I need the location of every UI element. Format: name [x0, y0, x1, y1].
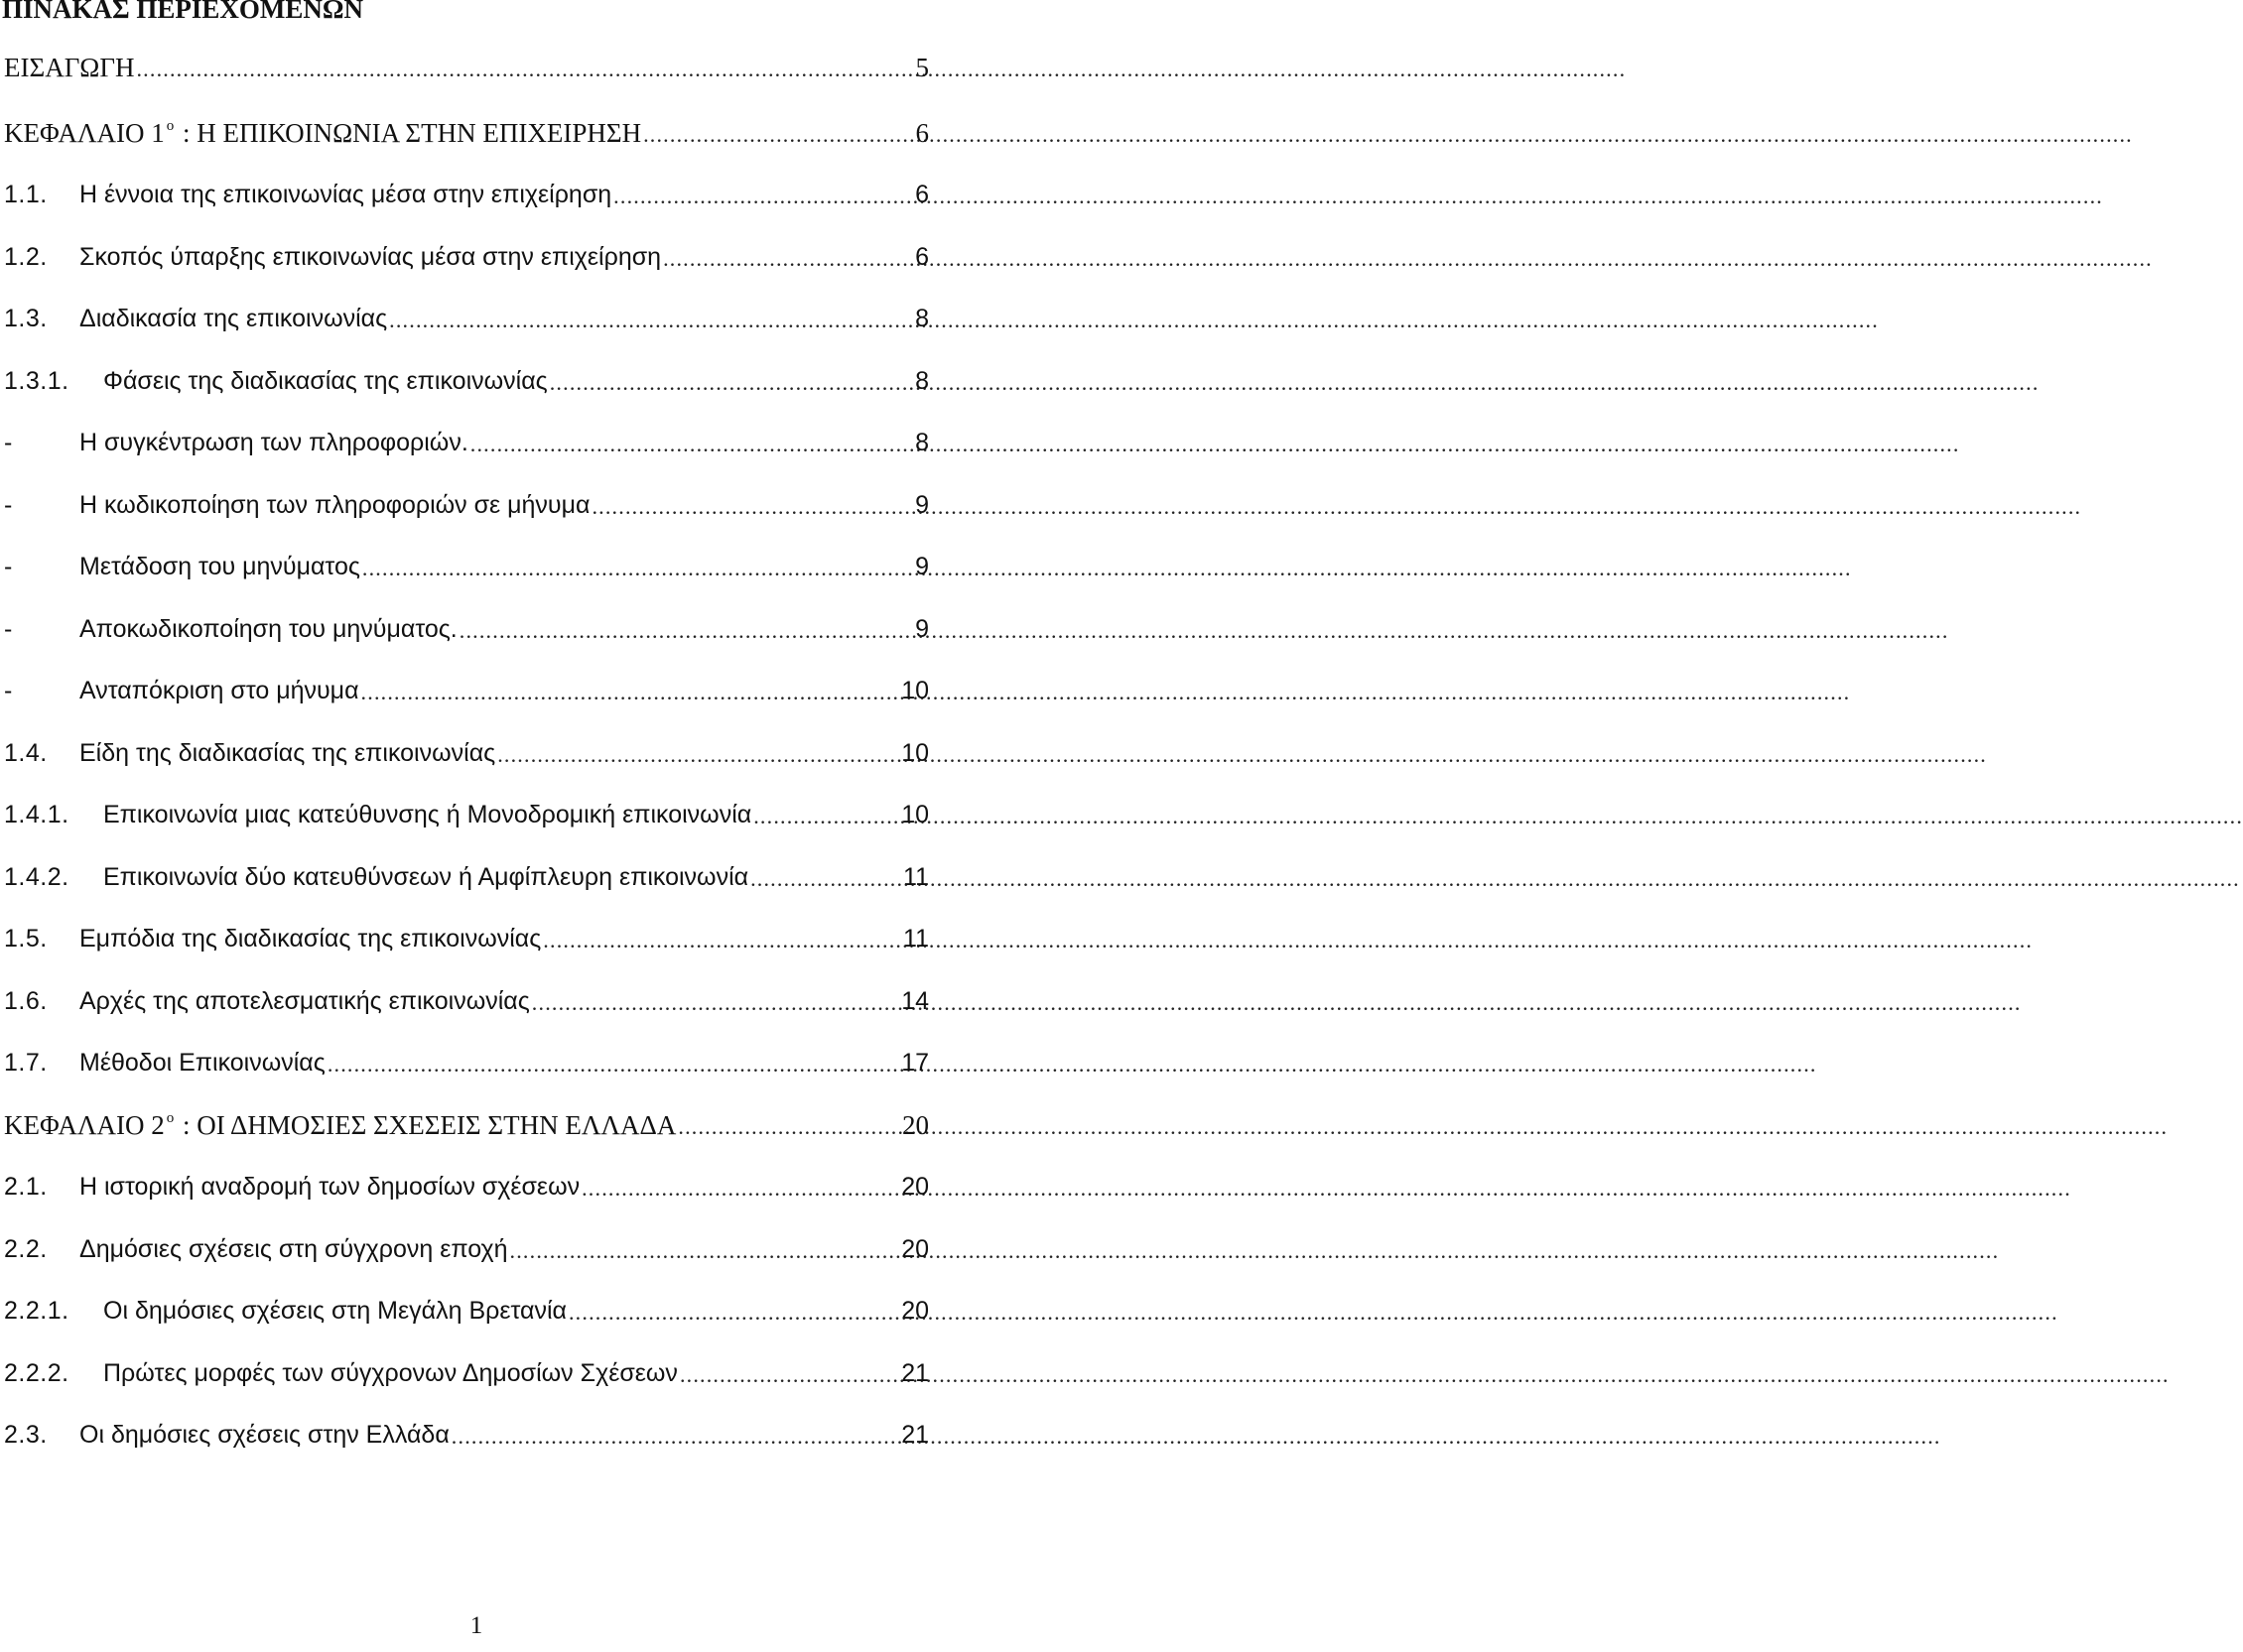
toc-entry-1-6[interactable] — [4, 981, 929, 1021]
toc-entry-page: 8 — [915, 305, 929, 332]
toc-entry-number: 1.7. — [4, 1049, 48, 1077]
dot-leader — [582, 1171, 899, 1207]
toc-entry-page: 10 — [901, 739, 929, 767]
toc-entry-page: 17 — [901, 1049, 929, 1077]
toc-entry-page: 6 — [915, 181, 929, 208]
toc-entry-number: 1.5. — [4, 925, 48, 953]
toc-entry-page: 11 — [903, 863, 929, 891]
toc-entry-1-3-1[interactable] — [4, 361, 929, 401]
dot-leader — [470, 427, 913, 462]
dot-leader — [452, 1419, 899, 1455]
toc-entry-chapter-1[interactable] — [4, 113, 929, 153]
page-title: ΠΙΝΑΚΑΣ ΠΕΡΙΕΧΟΜΕΝΩΝ — [2, 0, 364, 24]
toc-entry-page: 10 — [901, 801, 929, 828]
dot-leader — [362, 551, 913, 586]
dot-leader — [643, 117, 913, 153]
toc-entry-page: 20 — [901, 1297, 929, 1325]
toc-entry-page: 9 — [915, 491, 929, 519]
toc-entry-title: Η συγκέντρωση των πληροφοριών. — [79, 429, 468, 456]
chapter-label: ΚΕΦΑΛΑΙΟ 2 — [4, 1110, 165, 1140]
toc-entry-page: 14 — [901, 987, 929, 1015]
toc-entry-2-1[interactable] — [4, 1167, 929, 1207]
toc-entry-number: 1.6. — [4, 987, 48, 1015]
toc-entry-title: Φάσεις της διαδικασίας της επικοινωνίας — [103, 367, 548, 395]
toc-entry-introduction[interactable] — [4, 48, 929, 87]
toc-entry-title — [4, 113, 641, 153]
dot-leader — [680, 1357, 899, 1393]
toc-entry-bullet: - — [4, 491, 13, 519]
dot-leader — [550, 365, 913, 401]
toc-entry-title: Αποκωδικοποίηση του μηνύματος. — [79, 615, 458, 643]
toc-entry-number: 1.2. — [4, 243, 48, 271]
chapter-heading: : Η ΕΠΙΚΟΙΝΩΝΙΑ ΣΤΗΝ ΕΠΙΧΕΙΡΗΣΗ — [176, 118, 642, 148]
toc-entry-number: 1.4.2. — [4, 863, 69, 891]
toc-entry-1-1[interactable] — [4, 175, 929, 214]
toc-entry-message-transmission[interactable] — [4, 547, 929, 586]
toc-entry-page: 11 — [903, 925, 929, 953]
toc-entry-page: 20 — [901, 1235, 929, 1263]
toc-entry-1-4-1[interactable] — [4, 795, 929, 834]
toc-entry-title: Σκοπός ύπαρξης επικοινωνίας μέσα στην επιχείρηση — [79, 243, 662, 271]
toc-entry-2-2-1[interactable] — [4, 1291, 929, 1331]
toc-entry-1-4-2[interactable] — [4, 857, 929, 897]
toc-entry-bullet: - — [4, 677, 13, 704]
toc-entry-page: 8 — [915, 367, 929, 395]
toc-entry-title: Οι δημόσιες σχέσεις στην Ελλάδα — [79, 1421, 450, 1449]
dot-leader — [613, 179, 913, 214]
toc-entry-page: 20 — [902, 1110, 929, 1140]
table-of-contents — [0, 0, 953, 1588]
toc-entry-title: Πρώτες μορφές των σύγχρονων Δημοσίων Σχέσεων — [103, 1359, 678, 1387]
toc-entry-title — [4, 1105, 676, 1145]
toc-entry-bullet: - — [4, 615, 13, 643]
toc-entry-info-gathering[interactable] — [4, 423, 929, 462]
toc-entry-chapter-2[interactable] — [4, 1105, 929, 1145]
toc-entry-page: 6 — [915, 243, 929, 271]
dot-leader — [510, 1233, 900, 1269]
toc-entry-title: ΕΙΣΑΓΩΓΗ — [4, 53, 135, 82]
page-number: 1 — [469, 1612, 483, 1639]
toc-entry-2-3[interactable] — [4, 1415, 929, 1455]
toc-entry-page: 21 — [901, 1359, 929, 1387]
toc-entry-title: Επικοινωνία μιας κατεύθυνσης ή Μονοδρομική επικοινωνία — [103, 801, 752, 828]
toc-entry-bullet: - — [4, 553, 13, 580]
ordinal-superscript: ο — [166, 118, 175, 134]
toc-entry-title: Διαδικασία της επικοινωνίας — [79, 305, 388, 332]
toc-entry-1-2[interactable] — [4, 237, 929, 277]
chapter-heading: : ΟΙ ΔΗΜΟΣΙΕΣ ΣΧΕΣΕΙΣ ΣΤΗΝ ΕΛΛΑΔΑ — [176, 1110, 677, 1140]
toc-entry-number: 2.2.1. — [4, 1297, 69, 1325]
dot-leader — [361, 675, 900, 710]
toc-entry-page: 6 — [915, 118, 929, 148]
toc-entry-1-7[interactable] — [4, 1043, 929, 1082]
toc-entry-2-2[interactable] — [4, 1229, 929, 1269]
toc-entry-title: Μέθοδοι Επικοινωνίας — [79, 1049, 326, 1077]
toc-entry-page: 9 — [915, 553, 929, 580]
toc-entry-title: Η κωδικοποίηση των πληροφοριών σε μήνυμα — [79, 491, 591, 519]
dot-leader — [569, 1295, 899, 1331]
toc-entry-number: 1.3.1. — [4, 367, 69, 395]
toc-entry-bullet: - — [4, 429, 13, 456]
toc-entry-info-encoding[interactable] — [4, 485, 929, 525]
toc-entry-title: Εμπόδια της διαδικασίας της επικοινωνίας — [79, 925, 542, 953]
dot-leader — [532, 985, 899, 1021]
toc-entry-message-decoding[interactable] — [4, 609, 929, 649]
toc-entry-1-4[interactable] — [4, 733, 929, 773]
toc-entry-title: Η ιστορική αναδρομή των δημοσίων σχέσεων — [79, 1173, 581, 1201]
toc-entry-title: Είδη της διαδικασίας της επικοινωνίας — [79, 739, 496, 767]
dot-leader — [136, 52, 913, 87]
dot-leader — [678, 1109, 900, 1145]
dot-leader — [592, 489, 913, 525]
toc-entry-title: Μετάδοση του μηνύματος — [79, 553, 360, 580]
toc-entry-2-2-2[interactable] — [4, 1353, 929, 1393]
toc-entry-number: 2.1. — [4, 1173, 48, 1201]
toc-entry-number: 2.2.2. — [4, 1359, 69, 1387]
toc-entry-1-3[interactable] — [4, 299, 929, 338]
toc-entry-number: 2.2. — [4, 1235, 48, 1263]
toc-entry-number: 1.3. — [4, 305, 48, 332]
chapter-label: ΚΕΦΑΛΑΙΟ 1 — [4, 118, 165, 148]
toc-entry-page: 9 — [915, 615, 929, 643]
toc-entry-number: 1.1. — [4, 181, 48, 208]
toc-entry-page: 5 — [915, 53, 929, 82]
toc-entry-title: Η έννοια της επικοινωνίας μέσα στην επιχείρηση — [79, 181, 612, 208]
toc-entry-1-5[interactable] — [4, 919, 929, 958]
dot-leader — [753, 799, 899, 834]
dot-leader — [460, 613, 913, 649]
dot-leader — [543, 923, 901, 958]
ordinal-superscript: ο — [166, 1110, 175, 1126]
toc-entry-page: 10 — [901, 677, 929, 704]
dot-leader — [663, 241, 913, 277]
toc-entry-title: Επικοινωνία δύο κατευθύνσεων ή Αμφίπλευρη επικοινωνία — [103, 863, 749, 891]
dot-leader — [328, 1047, 899, 1082]
toc-entry-number: 2.3. — [4, 1421, 48, 1449]
toc-entry-page: 21 — [901, 1421, 929, 1449]
toc-entry-title: Δημόσιες σχέσεις στη σύγχρονη εποχή — [79, 1235, 508, 1263]
toc-entry-title: Αρχές της αποτελεσματικής επικοινωνίας — [79, 987, 530, 1015]
toc-entry-number: 1.4.1. — [4, 801, 69, 828]
toc-entry-title: Ανταπόκριση στο μήνυμα — [79, 677, 359, 704]
dot-leader — [750, 861, 901, 897]
toc-entry-page: 20 — [901, 1173, 929, 1201]
dot-leader — [497, 737, 899, 773]
toc-entry-title: Οι δημόσιες σχέσεις στη Μεγάλη Βρετανία — [103, 1297, 567, 1325]
toc-entry-message-response[interactable] — [4, 671, 929, 710]
toc-entry-number: 1.4. — [4, 739, 48, 767]
toc-entry-page: 8 — [915, 429, 929, 456]
dot-leader — [389, 303, 913, 338]
